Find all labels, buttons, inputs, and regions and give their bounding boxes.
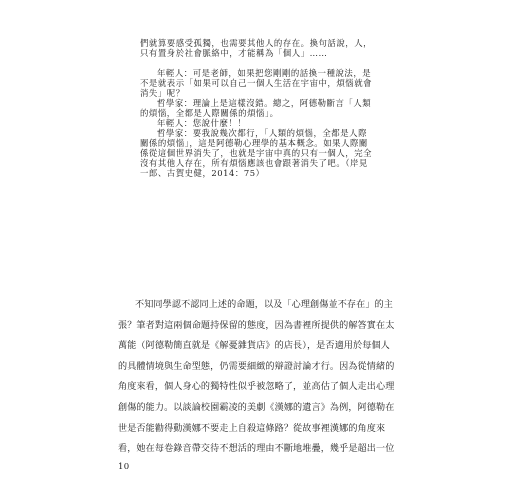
body-paragraph bbox=[118, 295, 406, 460]
body-line: 的具體情境與生命型態，仍需要細緻的辯證討論才行。因為從情緒的 bbox=[118, 361, 395, 372]
body-line: 張？筆者對這兩個命題持保留的態度，因為書裡所提供的解答實在太 bbox=[118, 320, 395, 331]
quote-line: 哲學家：理論上是這樣沒錯。總之，阿德勒斷言「人類 bbox=[157, 98, 372, 108]
quote-line: 哲學家：要我說幾次都行，「人類的煩惱，全都是人際 bbox=[157, 128, 368, 138]
body-line: 看，她在每卷錄音帶交待不想活的理由不斷地堆疊，幾乎是超出一位 bbox=[118, 444, 395, 455]
quote-line: 的煩惱，全都是人際關係的煩惱」。 bbox=[140, 108, 279, 118]
quote-line: 們就算要感受孤獨，也需要其他人的存在。換句話說，人， bbox=[140, 38, 373, 48]
body-line: 世是否能勸得動漢娜不要走上自殺這條路？從故事裡漢娜的角度來 bbox=[118, 423, 386, 434]
body-line: 角度來看，個人身心的獨特性似乎被忽略了，並高估了個人走出心理 bbox=[118, 382, 395, 393]
block-quote bbox=[140, 38, 372, 178]
body-line: 萬能（阿德勒簡直就是《解憂雜貨店》的店長），是否適用於每個人 bbox=[118, 341, 390, 352]
quote-line: 係從這個世界消失了，也就是宇宙中真的只有一個人，完全 bbox=[140, 148, 373, 158]
quote-line: 年輕人：您說什麼！！ bbox=[157, 118, 247, 128]
page-number: 10 bbox=[118, 462, 130, 472]
quote-line: 消失」呢？ bbox=[140, 88, 185, 98]
quote-line: 不是就表示「如果可以自己一個人生活在宇宙中，煩惱就會 bbox=[140, 78, 373, 88]
quote-line: 年輕人：可是老師，如果把您剛剛的話換一種說法，是 bbox=[157, 68, 372, 78]
quote-line: 只有置身於社會脈絡中，才能稱為「個人」…… bbox=[140, 48, 328, 58]
quote-line: 關係的煩惱」，這是阿德勒心理學的基本概念。如果人際關 bbox=[140, 138, 368, 148]
body-line: 創傷的能力。以談論校園霸凌的美劇《漢娜的遺言》為例，阿德勒在 bbox=[118, 402, 395, 413]
quote-line: 一郎、古賀史健，2014：75） bbox=[140, 168, 265, 178]
body-line: 不知同學認不認同上述的命題，以及「心理創傷並不存在」的主 bbox=[135, 300, 393, 310]
quote-line: 沒有其他人存在，所有煩惱應該也會跟著消失了吧。（岸見 bbox=[140, 158, 368, 168]
